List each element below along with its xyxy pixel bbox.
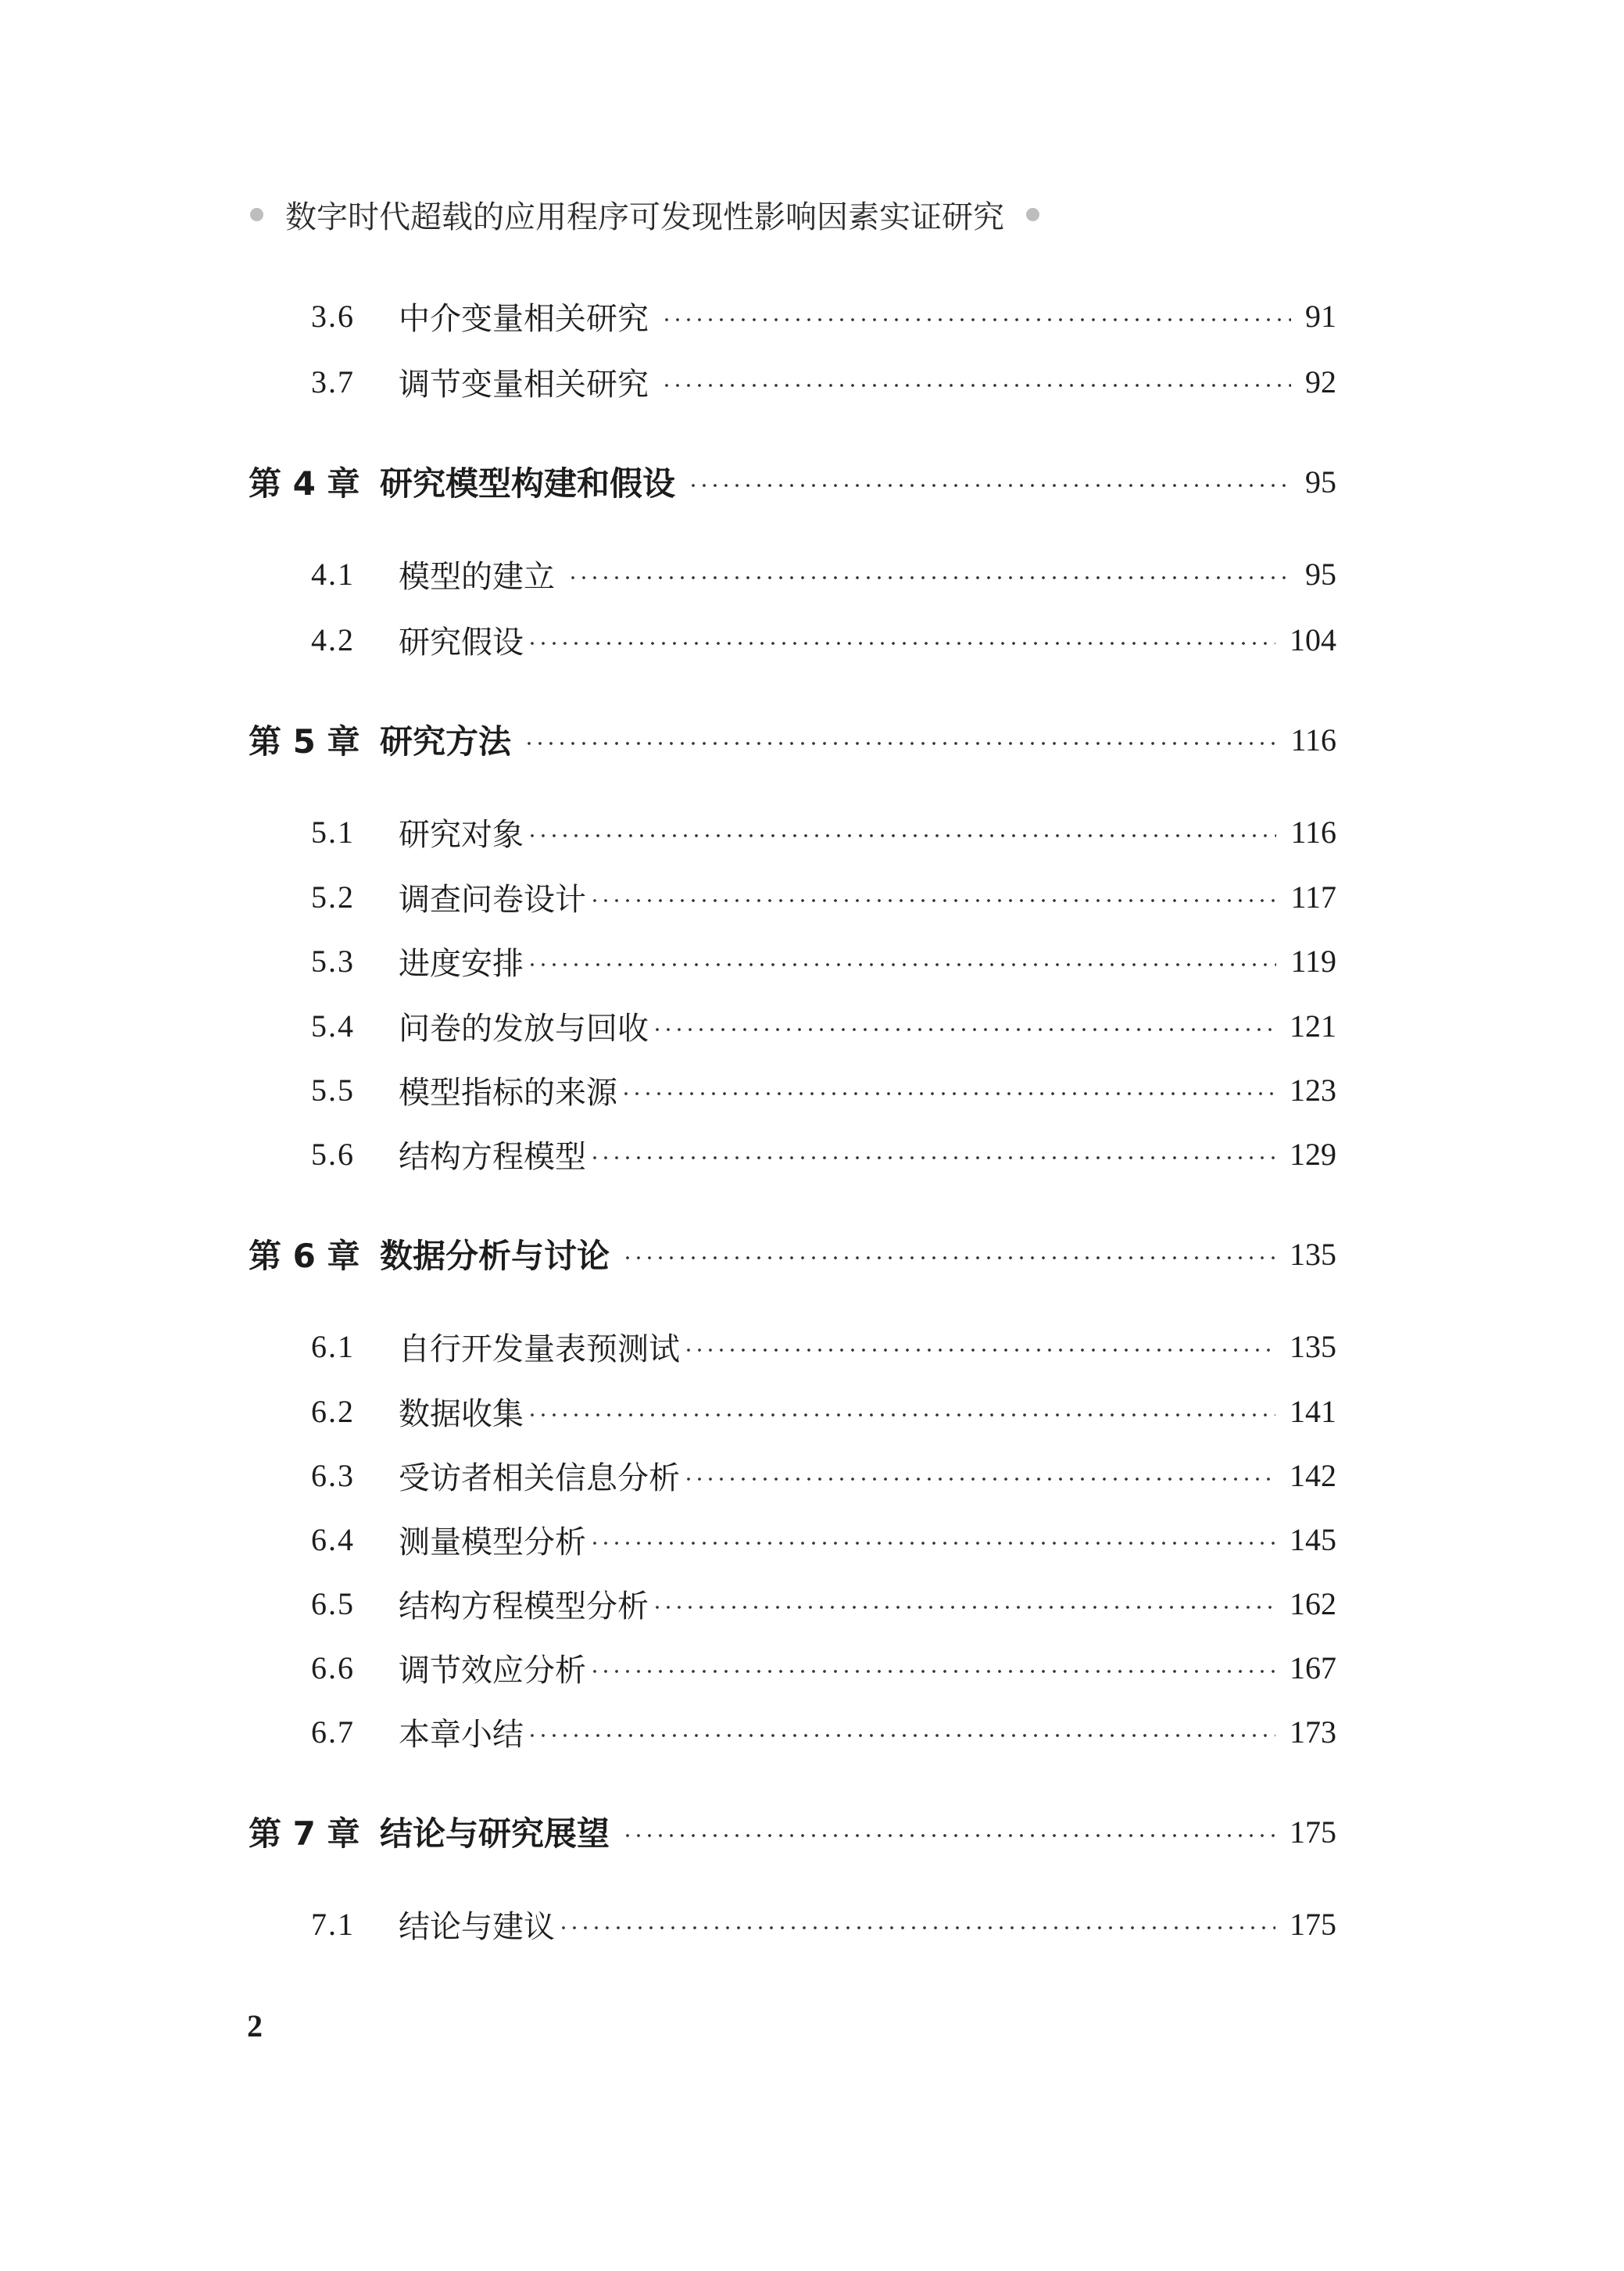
section-title: 进度安排 xyxy=(399,945,524,982)
dot-leader xyxy=(661,317,1291,323)
toc-section-6-4[interactable] xyxy=(311,1516,1336,1563)
section-title: 测量模型分析 xyxy=(399,1524,586,1560)
section-number: 6.7 xyxy=(311,1714,355,1750)
page-number: 104 xyxy=(1290,621,1336,657)
page-number: 116 xyxy=(1290,722,1336,758)
dot-leader xyxy=(527,640,1275,647)
section-title: 模型指标的来源 xyxy=(399,1074,617,1111)
dot-leader xyxy=(567,575,1291,581)
page-number: 92 xyxy=(1305,364,1336,399)
page-number: 129 xyxy=(1290,1136,1336,1172)
toc-section-6-1[interactable] xyxy=(311,1323,1336,1370)
section-number: 4.1 xyxy=(311,556,355,592)
dot-leader xyxy=(527,1412,1275,1418)
section-number: 3.6 xyxy=(311,298,355,334)
page-number: 135 xyxy=(1290,1328,1336,1364)
toc-section-5-5[interactable] xyxy=(311,1066,1336,1113)
section-number: 5.4 xyxy=(311,1008,355,1044)
dot-leader xyxy=(589,1155,1275,1161)
dot-leader xyxy=(683,1347,1275,1353)
toc-chapter-5[interactable] xyxy=(249,716,1336,763)
page-number: 123 xyxy=(1290,1072,1336,1108)
section-title: 数据收集 xyxy=(399,1395,524,1432)
chapter-title: 数据分析与讨论 xyxy=(380,1237,610,1275)
section-title: 研究假设 xyxy=(399,624,524,661)
page-number: 145 xyxy=(1290,1521,1336,1557)
page-number: 175 xyxy=(1290,1814,1336,1850)
toc-section-5-3[interactable] xyxy=(311,937,1336,984)
section-number: 5.5 xyxy=(311,1072,355,1108)
toc-chapter-6[interactable] xyxy=(249,1230,1336,1277)
section-number: 5.6 xyxy=(311,1136,355,1172)
dot-leader xyxy=(661,382,1291,389)
page-number: 95 xyxy=(1305,556,1336,592)
chapter-number: 第 4 章 xyxy=(249,464,360,503)
toc-section-5-1[interactable] xyxy=(311,808,1336,855)
page-number: 119 xyxy=(1290,943,1336,979)
section-number: 5.3 xyxy=(311,943,355,979)
chapter-number: 第 5 章 xyxy=(249,722,360,761)
page-number: 167 xyxy=(1290,1650,1336,1685)
toc-section-7-1[interactable] xyxy=(311,1900,1336,1947)
dot-leader xyxy=(622,1255,1275,1261)
section-number: 6.3 xyxy=(311,1457,355,1493)
dot-leader xyxy=(652,1604,1275,1610)
page-number: 116 xyxy=(1290,814,1336,850)
section-number: 6.5 xyxy=(311,1585,355,1621)
toc-section-5-4[interactable] xyxy=(311,1002,1336,1049)
section-title: 结构方程模型分析 xyxy=(399,1588,649,1624)
dot-leader xyxy=(589,1540,1275,1546)
section-number: 3.7 xyxy=(311,364,355,399)
dot-leader xyxy=(683,1476,1275,1482)
toc-section-6-3[interactable] xyxy=(311,1452,1336,1499)
section-title: 调节效应分析 xyxy=(399,1652,586,1689)
page-folio: 2 xyxy=(247,2008,263,2044)
page-number: 141 xyxy=(1290,1393,1336,1429)
chapter-title: 结论与研究展望 xyxy=(380,1814,610,1853)
chapter-title: 研究方法 xyxy=(380,722,512,761)
toc-section-3-6[interactable] xyxy=(311,292,1336,339)
section-number: 6.6 xyxy=(311,1650,355,1685)
toc-section-6-2[interactable] xyxy=(311,1388,1336,1435)
chapter-title: 研究模型构建和假设 xyxy=(380,464,676,503)
toc-section-5-2[interactable] xyxy=(311,873,1336,920)
section-title: 受访者相关信息分析 xyxy=(399,1460,680,1496)
toc-section-6-5[interactable] xyxy=(311,1580,1336,1627)
section-title: 调查问卷设计 xyxy=(399,881,586,918)
section-number: 5.2 xyxy=(311,879,355,915)
section-number: 4.2 xyxy=(311,621,355,657)
section-title: 结构方程模型 xyxy=(399,1138,586,1175)
toc-section-5-6[interactable] xyxy=(311,1130,1336,1177)
toc-section-4-1[interactable] xyxy=(311,550,1336,597)
dot-leader xyxy=(527,833,1276,839)
page-number: 175 xyxy=(1290,1906,1336,1942)
section-number: 6.4 xyxy=(311,1521,355,1557)
chapter-number: 第 6 章 xyxy=(249,1237,360,1275)
section-number: 6.2 xyxy=(311,1393,355,1429)
page-number: 121 xyxy=(1290,1008,1336,1044)
section-title: 结论与建议 xyxy=(399,1908,555,1945)
running-title: 数字时代超载的应用程序可发现性影响因素实证研究 xyxy=(285,199,1004,235)
section-title: 问卷的发放与回收 xyxy=(399,1010,649,1047)
dot-leader xyxy=(527,962,1276,968)
section-title: 调节变量相关研究 xyxy=(399,366,649,403)
section-number: 5.1 xyxy=(311,814,355,850)
section-title: 中介变量相关研究 xyxy=(399,300,649,337)
page-number: 91 xyxy=(1305,298,1336,334)
dot-leader xyxy=(652,1026,1275,1033)
section-number: 7.1 xyxy=(311,1906,355,1942)
dot-leader xyxy=(527,1732,1275,1739)
section-title: 本章小结 xyxy=(399,1716,524,1753)
page-number: 162 xyxy=(1290,1585,1336,1621)
page-number: 95 xyxy=(1305,464,1336,500)
toc-section-6-7[interactable] xyxy=(311,1708,1336,1755)
section-title: 研究对象 xyxy=(399,816,524,853)
toc-section-3-7[interactable] xyxy=(311,358,1336,405)
page-number: 117 xyxy=(1290,879,1336,915)
dot-leader xyxy=(688,482,1291,489)
dot-leader xyxy=(558,1925,1275,1931)
dot-leader xyxy=(589,897,1276,904)
toc-section-4-2[interactable] xyxy=(311,616,1336,663)
dot-leader xyxy=(622,1832,1275,1839)
dot-leader xyxy=(524,740,1276,747)
page-number: 135 xyxy=(1290,1236,1336,1272)
page-number: 173 xyxy=(1290,1714,1336,1750)
dot-leader xyxy=(621,1091,1275,1097)
section-title: 模型的建立 xyxy=(399,558,555,595)
section-number: 6.1 xyxy=(311,1328,355,1364)
toc-chapter-7[interactable] xyxy=(249,1808,1336,1855)
page-number: 142 xyxy=(1290,1457,1336,1493)
dot-leader xyxy=(589,1668,1275,1675)
toc-section-6-6[interactable] xyxy=(311,1644,1336,1691)
toc-chapter-4[interactable] xyxy=(249,458,1336,505)
chapter-number: 第 7 章 xyxy=(249,1814,360,1853)
section-title: 自行开发量表预测试 xyxy=(399,1331,680,1367)
